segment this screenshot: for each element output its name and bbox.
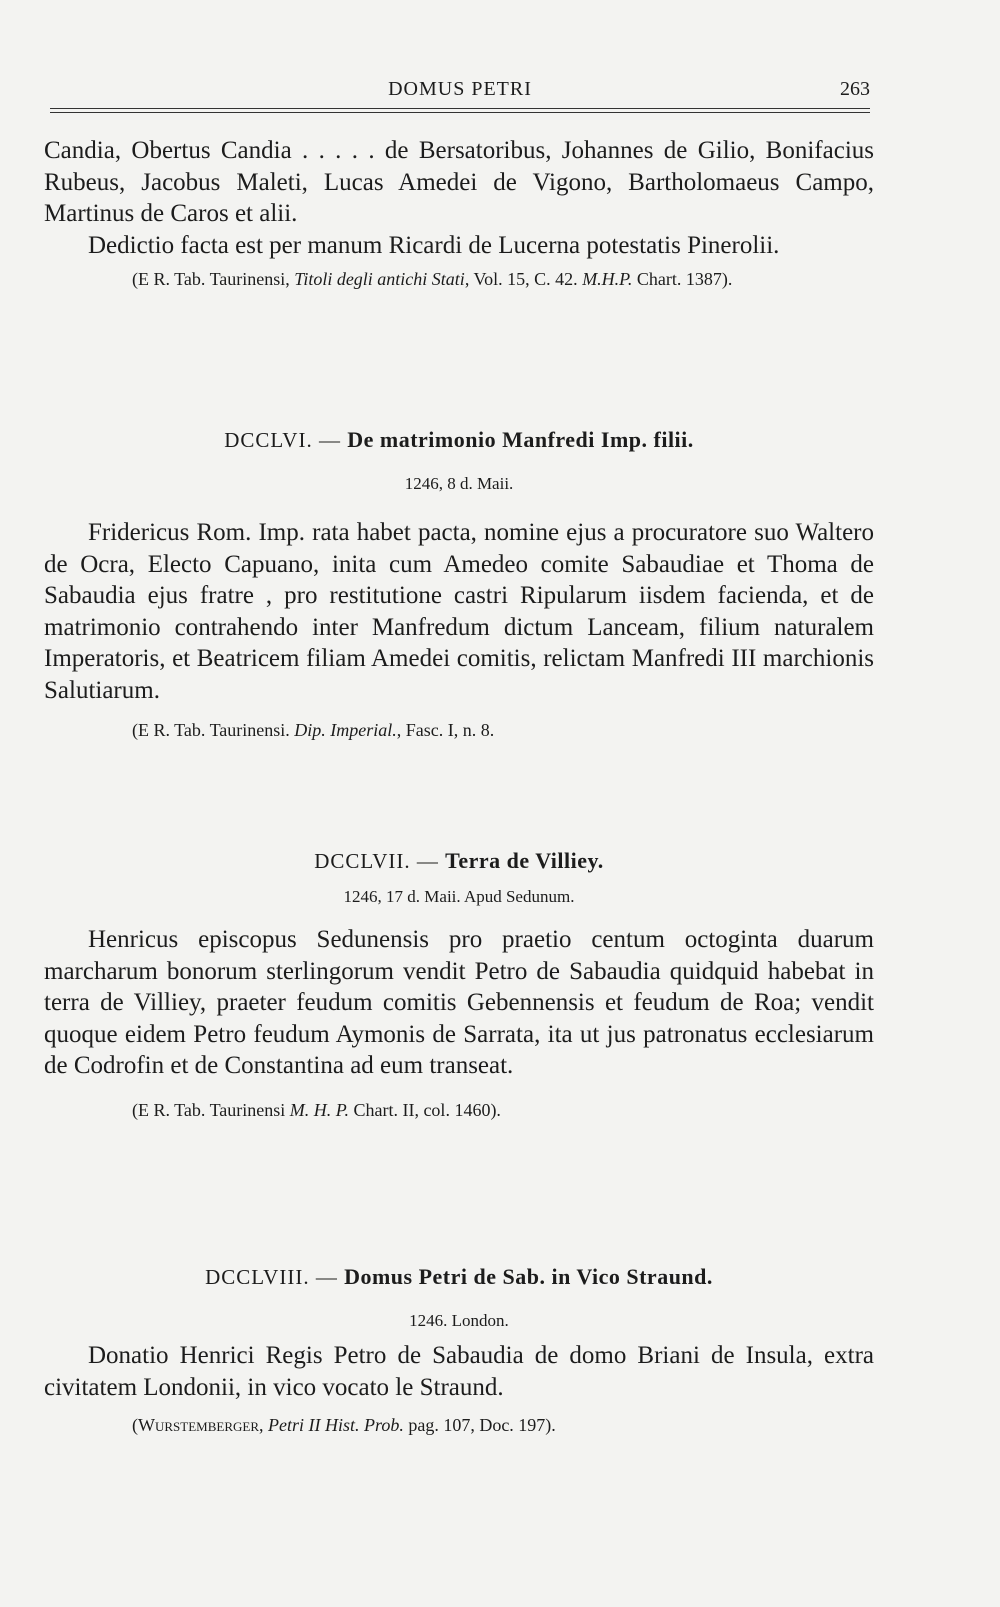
entry-text: Henricus episcopus Sedunensis pro praetio centum octoginta duarum marcharum bonorum sterlingorum vendit Petro de Sabaudia quidquid habebat in terra de Villiey, praeter feudum comitis Gebennensis et feudum de Roa; vendit quoque eidem Petro feudum Aymonis de Sarrata, ita ut jus patronatus ecclesiarum de Codrofin et de Constantina ad eum transeat. — [44, 926, 874, 1079]
header-rule — [50, 108, 870, 109]
citation-text: (Wurstemberger, — [132, 1415, 268, 1435]
entry-text: Fridericus Rom. Imp. rata habet pacta, nomine ejus a procuratore suo Waltero de Ocra, Electo Capuano, inita cum Amedeo comite Sabaudiae et Thoma de Sabaudia ejus fratre , pro restitutione castri Ripularum iisdem facienda, et de matrimonio contrahendo inter Manfredum dictum Lanceam, filium naturalem Imperatoris, et Beatricem filiam Amedei comitis, relictam Manfredi III marchionis Salutiarum. — [44, 519, 874, 704]
citation — [44, 1096, 874, 1124]
entry-date: 1246, 17 d. Maii. Apud Sedunum. — [343, 887, 575, 906]
entry-date: 1246, 8 d. Maii. — [404, 474, 514, 493]
entry-heading — [44, 1262, 874, 1292]
running-title: DOMUS PETRI — [388, 78, 532, 100]
document-entry — [44, 425, 874, 744]
citation — [44, 1411, 874, 1439]
citation — [44, 716, 874, 744]
citation-text: , Vol. 15, C. 42. — [464, 269, 583, 289]
entry-text: Donatio Henrici Regis Petro de Sabaudia de domo Briani de Insula, extra civitatem Londonii, in vico vocato le Straund. — [44, 1342, 874, 1401]
page-header — [50, 78, 870, 106]
citation — [44, 265, 874, 293]
header-rule — [50, 112, 870, 113]
citation-italic: Petri II Hist. Prob. — [268, 1415, 404, 1435]
citation-italic: M.H.P. — [582, 269, 633, 289]
entry-number: DCCLVIII. — — [205, 1265, 345, 1289]
citation-italic: M. H. P. — [289, 1099, 349, 1120]
entry-heading — [44, 425, 874, 455]
document-entry — [44, 1262, 874, 1439]
entry-number: DCCLVII. — — [314, 849, 446, 873]
citation-text: pag. 107, Doc. 197). — [403, 1415, 556, 1435]
intro-paragraph: Dedictio facta est per manum Ricardi de Lucerna potestatis Pinerolii. — [88, 231, 780, 259]
citation-text: Chart. 1387). — [632, 269, 733, 289]
citation-text: , Fasc. I, n. 8. — [396, 720, 495, 740]
citation-text: (E R. Tab. Taurinensi, — [132, 269, 295, 289]
citation-text: (E R. Tab. Taurinensi — [132, 1099, 290, 1120]
intro-paragraph: Candia, Obertus Candia . . . . . de Bersatoribus, Johannes de Gilio, Bonifacius Rubeus, Jacobus Maleti, Lucas Amedei de Vigono, Bartholomaeus Campo, Martinus de Caros et alii. — [44, 137, 874, 227]
intro-block — [44, 135, 874, 293]
entry-title: Terra de Villiey. — [445, 848, 604, 873]
entry-date: 1246. London. — [409, 1311, 509, 1330]
page-number: 263 — [840, 78, 870, 100]
entry-number: DCCLVI. — — [224, 428, 348, 452]
citation-italic: Titoli degli antichi Stati — [294, 269, 465, 289]
citation-text: (E R. Tab. Taurinensi. — [132, 720, 295, 740]
entry-title: Domus Petri de Sab. in Vico Straund. — [344, 1264, 713, 1289]
document-entry — [44, 846, 874, 1124]
entry-title: De matrimonio Manfredi Imp. filii. — [347, 427, 694, 452]
entry-heading — [44, 846, 874, 876]
citation-italic: Dip. Imperial. — [294, 720, 397, 740]
citation-text: Chart. II, col. 1460). — [348, 1099, 501, 1120]
